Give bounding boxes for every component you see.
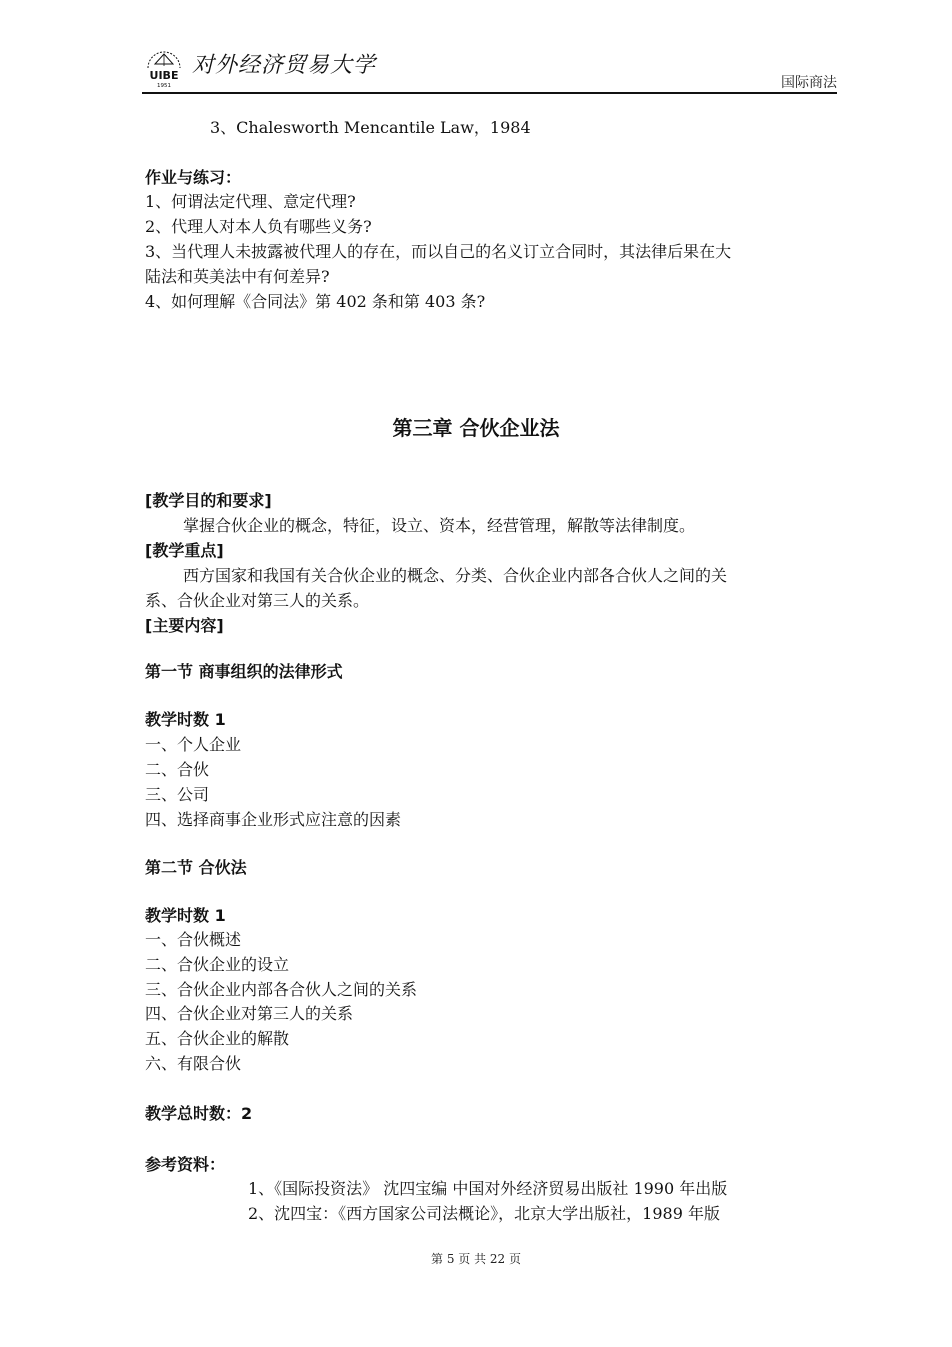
objective-label: [教学目的和要求] bbox=[145, 491, 272, 510]
references-title: 参考资料： bbox=[145, 1155, 226, 1174]
header-divider bbox=[142, 92, 837, 94]
homework-item: 陆法和英美法中有何差异? bbox=[145, 267, 330, 286]
section-1-hours: 教学时数 1 bbox=[145, 710, 226, 729]
svg-text:UIBE: UIBE bbox=[149, 69, 179, 82]
section-2-hours: 教学时数 1 bbox=[145, 906, 226, 925]
homework-title: 作业与练习： bbox=[145, 168, 242, 187]
section-2-item: 四、合伙企业对第三人的关系 bbox=[145, 1004, 354, 1023]
reference-item: 1、《国际投资法》 沈四宝编 中国对外经济贸易出版社 1990 年出版 bbox=[248, 1179, 728, 1198]
section-2-item: 三、合伙企业内部各合伙人之间的关系 bbox=[145, 980, 418, 999]
section-1-title: 第一节 商事组织的法律形式 bbox=[145, 662, 343, 681]
focus-text: 西方国家和我国有关合伙企业的概念、分类、合伙企业内部各合伙人之间的关 bbox=[183, 566, 728, 585]
page-header bbox=[142, 38, 837, 94]
homework-item: 2、代理人对本人负有哪些义务? bbox=[145, 217, 372, 236]
homework-item: 3、当代理人未披露被代理人的存在，而以自己的名义订立合同时，其法律后果在大 bbox=[145, 242, 732, 261]
focus-text: 系、合伙企业对第三人的关系。 bbox=[145, 591, 370, 610]
section-2-item: 二、合伙企业的设立 bbox=[145, 955, 290, 974]
homework-item: 1、何谓法定代理、意定代理? bbox=[145, 192, 356, 211]
page-footer: 第 5 页 共 22 页 bbox=[431, 1252, 521, 1266]
section-2-item: 一、合伙概述 bbox=[145, 930, 242, 949]
section-2-item: 五、合伙企业的解散 bbox=[145, 1029, 290, 1048]
homework-item: 4、如何理解《合同法》第 402 条和第 403 条? bbox=[145, 292, 486, 311]
university-seal-logo bbox=[144, 46, 184, 88]
section-1-item: 四、选择商事企业形式应注意的因素 bbox=[145, 810, 402, 829]
section-2-title: 第二节 合伙法 bbox=[145, 858, 247, 877]
objective-text: 掌握合伙企业的概念，特征，设立、资本，经营管理，解散等法律制度。 bbox=[183, 516, 696, 535]
section-1-item: 二、合伙 bbox=[145, 760, 210, 779]
chapter-title: 第三章 合伙企业法 bbox=[392, 416, 560, 440]
svg-text:1951: 1951 bbox=[157, 83, 171, 88]
reference-item-3: 3、Chalesworth Mencantile Law，1984 bbox=[210, 118, 531, 137]
focus-label: [教学重点] bbox=[145, 541, 224, 560]
section-2-item: 六、有限合伙 bbox=[145, 1054, 242, 1073]
reference-item: 2、沈四宝：《西方国家公司法概论》，北京大学出版社，1989 年版 bbox=[248, 1204, 720, 1223]
course-name: 国际商法 bbox=[781, 75, 837, 91]
university-name-calligraphy: 对外经济贸易大学 bbox=[192, 53, 377, 78]
total-hours: 教学总时数：2 bbox=[145, 1104, 253, 1123]
section-1-item: 三、公司 bbox=[145, 785, 210, 804]
section-1-item: 一、个人企业 bbox=[145, 735, 242, 754]
content-label: [主要内容] bbox=[145, 616, 224, 635]
